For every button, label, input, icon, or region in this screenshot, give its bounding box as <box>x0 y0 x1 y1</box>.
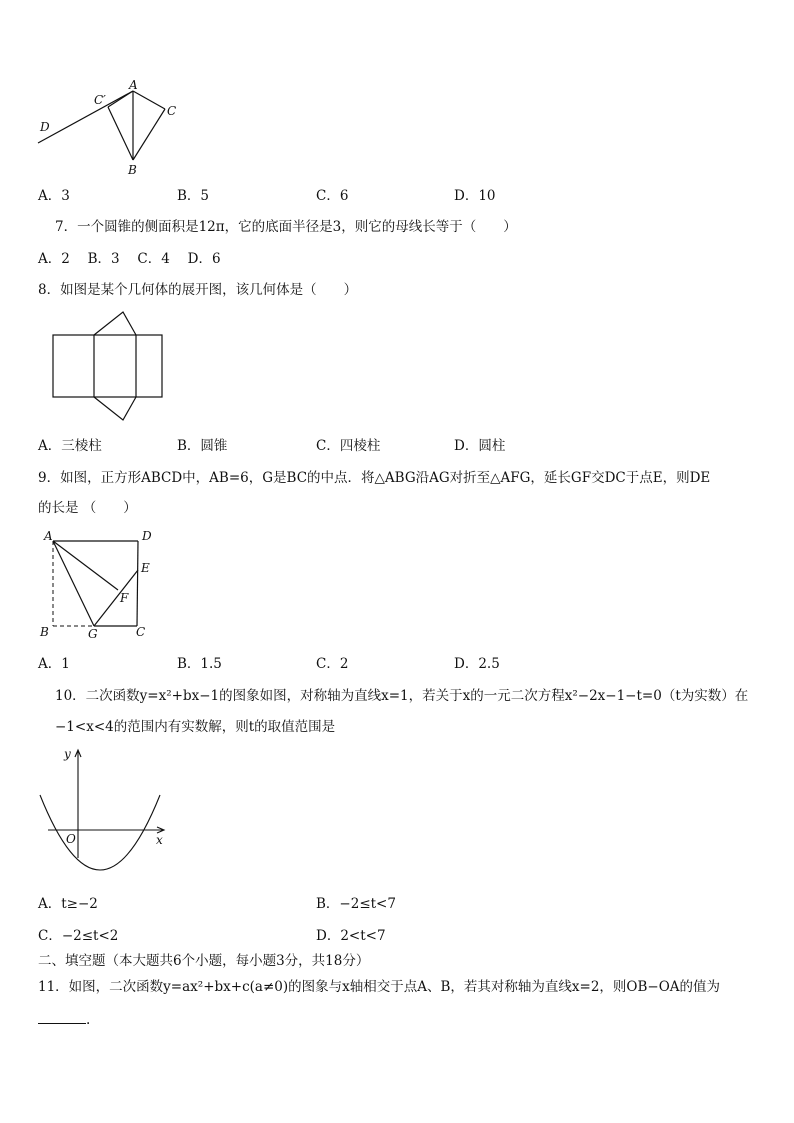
q6-label-a: A <box>129 78 138 92</box>
q6-label-c-prime: C′ <box>94 93 106 107</box>
q9-question-line1: 9．如图，正方形ABCD中，AB=6，G是BC的中点．将△ABG沿AG对折至△AFG，延长GF交DC于点E，则DE <box>38 470 711 486</box>
q11-answer-line[interactable] <box>38 1011 90 1028</box>
q9-option-b[interactable]: B．1.5 <box>177 656 222 672</box>
q9-option-d[interactable]: D．2.5 <box>454 656 500 672</box>
q8-question: 8．如图是某个几何体的展开图，该几何体是（ ） <box>38 282 358 298</box>
q9-label-a: A <box>44 529 53 543</box>
q11-end: . <box>86 1012 91 1028</box>
q6-label-b: B <box>128 163 137 177</box>
q10-label-x: x <box>156 833 163 847</box>
q8-option-b[interactable]: B．圆锥 <box>177 438 228 454</box>
q9-option-a[interactable]: A．1 <box>38 656 70 672</box>
q9-label-c: C <box>136 625 146 639</box>
q9-label-f: F <box>120 591 129 605</box>
q9-label-g: G <box>88 627 98 641</box>
q6-label-d: D <box>40 120 50 134</box>
q6-option-d[interactable]: D．10 <box>454 188 496 204</box>
q10-option-d[interactable]: D．2<t<7 <box>316 928 386 944</box>
q6-option-a[interactable]: A．3 <box>38 188 70 204</box>
q9-question-line2: 的长是 （ ） <box>38 500 137 516</box>
section2-title: 二、填空题（本大题共6个小题，每小题3分，共18分） <box>38 953 370 969</box>
q10-option-b[interactable]: B．−2≤t<7 <box>316 896 396 912</box>
q10-option-a[interactable]: A．t≥−2 <box>38 896 98 912</box>
q11-answer-blank[interactable] <box>38 1011 86 1024</box>
q6-option-c[interactable]: C．6 <box>316 188 349 204</box>
q8-option-c[interactable]: C．四棱柱 <box>316 438 381 454</box>
q9-option-c[interactable]: C．2 <box>316 656 349 672</box>
q7-question: 7．一个圆锥的侧面积是12π，它的底面半径是3，则它的母线长等于（ ） <box>55 219 517 235</box>
q9-label-b: B <box>40 625 49 639</box>
q8-option-d[interactable]: D．圆柱 <box>454 438 506 454</box>
q8-option-a[interactable]: A．三棱柱 <box>38 438 102 454</box>
q6-option-b[interactable]: B．5 <box>177 188 210 204</box>
q7-options[interactable]: A．2 B．3 C．4 D．6 <box>38 251 221 267</box>
q10-label-o: O <box>66 832 76 846</box>
q10-option-c[interactable]: C．−2≤t<2 <box>38 928 119 944</box>
q10-question-line2: −1<x<4的范围内有实数解，则t的取值范围是 <box>55 719 336 735</box>
q9-label-e: E <box>141 561 150 575</box>
q10-question-line1: 10．二次函数y=x²+bx−1的图象如图，对称轴为直线x=1，若关于x的一元二次方程x²−2x−1−t=0（t为实数）在 <box>55 688 749 704</box>
q10-label-y: y <box>64 747 71 761</box>
q9-label-d: D <box>142 529 152 543</box>
q6-label-c: C <box>167 104 177 118</box>
q11-question: 11．如图，二次函数y=ax²+bx+c(a≠0)的图象与x轴相交于点A、B，若其对称轴为直线x=2，则OB−OA的值为 <box>38 979 721 995</box>
